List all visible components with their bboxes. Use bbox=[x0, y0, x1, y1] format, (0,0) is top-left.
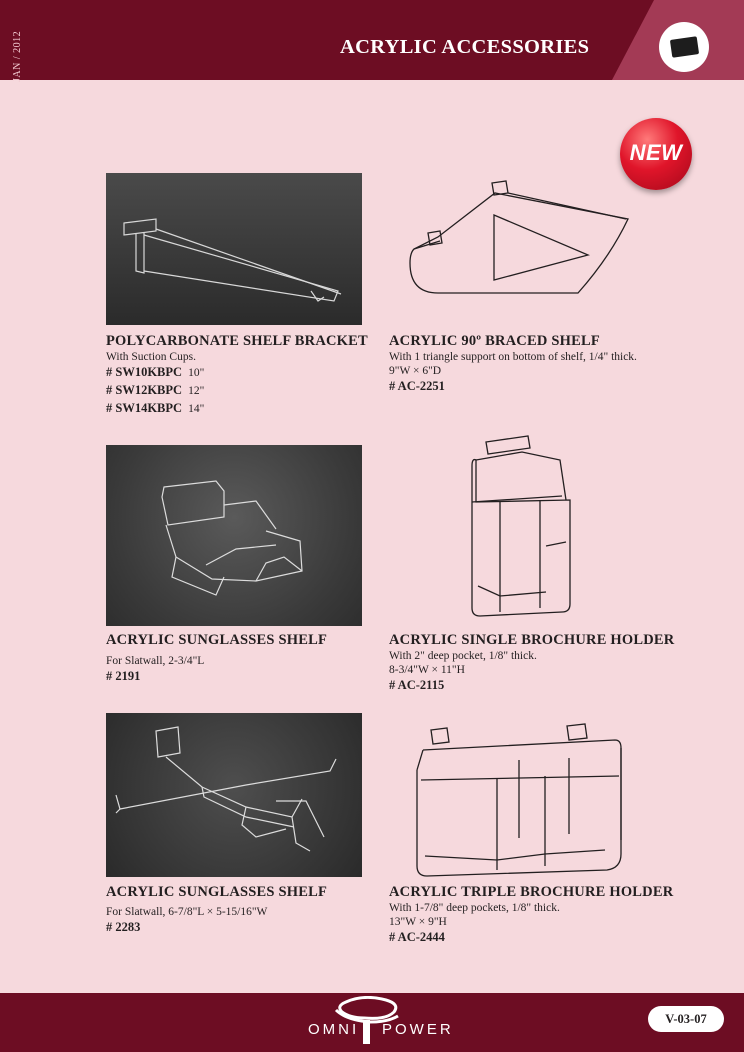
product-sku: # SW12KBPC 12" bbox=[106, 383, 205, 397]
logo-text-omni: OMNI bbox=[308, 1021, 360, 1038]
product-drawing-triple-brochure-holder bbox=[405, 720, 640, 882]
product-desc: With Suction Cups. bbox=[106, 351, 196, 363]
braced-shelf-illustration bbox=[400, 175, 640, 300]
edition-date: JAN / 2012 bbox=[12, 30, 23, 82]
product-title: POLYCARBONATE SHELF BRACKET bbox=[106, 333, 368, 349]
page-title: ACRYLIC ACCESSORIES bbox=[340, 36, 590, 58]
product-sku: # SW14KBPC 14" bbox=[106, 401, 205, 415]
product-dimensions: 8-3/4"W × 11"H bbox=[389, 664, 465, 676]
product-sku: # AC-2251 bbox=[389, 379, 445, 393]
product-photo-sunglasses-shelf-large bbox=[106, 713, 362, 877]
product-title: ACRYLIC SINGLE BROCHURE HOLDER bbox=[389, 632, 675, 648]
new-badge: NEW bbox=[620, 118, 692, 190]
product-drawing-braced-shelf bbox=[400, 175, 640, 300]
product-sku: # AC-2444 bbox=[389, 930, 445, 944]
omni-power-logo bbox=[306, 996, 456, 1046]
product-desc: With 1-7/8" deep pockets, 1/8" thick. bbox=[389, 902, 560, 914]
product-sunglasses-shelf-2283 bbox=[106, 884, 386, 936]
logo-text-power: POWER bbox=[382, 1021, 454, 1038]
sunglasses-shelf-large-illustration bbox=[106, 713, 362, 877]
product-dimensions: 13"W × 9"H bbox=[389, 916, 447, 928]
product-title: ACRYLIC SUNGLASSES SHELF bbox=[106, 632, 328, 648]
triple-brochure-holder-illustration bbox=[405, 720, 640, 882]
product-sku: # 2283 bbox=[106, 920, 141, 934]
product-dimensions: 9"W × 6"D bbox=[389, 365, 442, 377]
product-single-brochure-holder bbox=[389, 632, 689, 694]
product-title: ACRYLIC TRIPLE BROCHURE HOLDER bbox=[389, 884, 674, 900]
slatwall-panel-icon bbox=[659, 22, 709, 72]
product-photo-sunglasses-shelf-small bbox=[106, 445, 362, 626]
product-desc: For Slatwall, 6-7/8"L × 5-15/16"W bbox=[106, 906, 268, 918]
product-triple-brochure-holder bbox=[389, 884, 689, 946]
product-desc: With 2" deep pocket, 1/8" thick. bbox=[389, 650, 537, 662]
product-sku: # SW10KBPC 10" bbox=[106, 365, 205, 379]
product-title: ACRYLIC 90º BRACED SHELF bbox=[389, 333, 600, 349]
sunglasses-shelf-illustration bbox=[106, 445, 362, 626]
product-sunglasses-shelf-2191 bbox=[106, 632, 386, 685]
product-desc: With 1 triangle support on bottom of shelf, 1/4" thick. bbox=[389, 351, 637, 363]
product-drawing-single-brochure-holder bbox=[462, 430, 582, 620]
product-sku: # 2191 bbox=[106, 669, 141, 683]
single-brochure-holder-illustration bbox=[462, 430, 582, 620]
product-sku: # AC-2115 bbox=[389, 678, 445, 692]
product-braced-shelf bbox=[389, 333, 689, 395]
page-number: V-03-07 bbox=[648, 1006, 724, 1032]
product-photo-shelf-bracket bbox=[106, 173, 362, 325]
product-polycarbonate-shelf-bracket bbox=[106, 333, 386, 418]
product-title: ACRYLIC SUNGLASSES SHELF bbox=[106, 884, 328, 900]
product-desc: For Slatwall, 2-3/4"L bbox=[106, 655, 205, 667]
shelf-bracket-illustration bbox=[106, 173, 362, 325]
